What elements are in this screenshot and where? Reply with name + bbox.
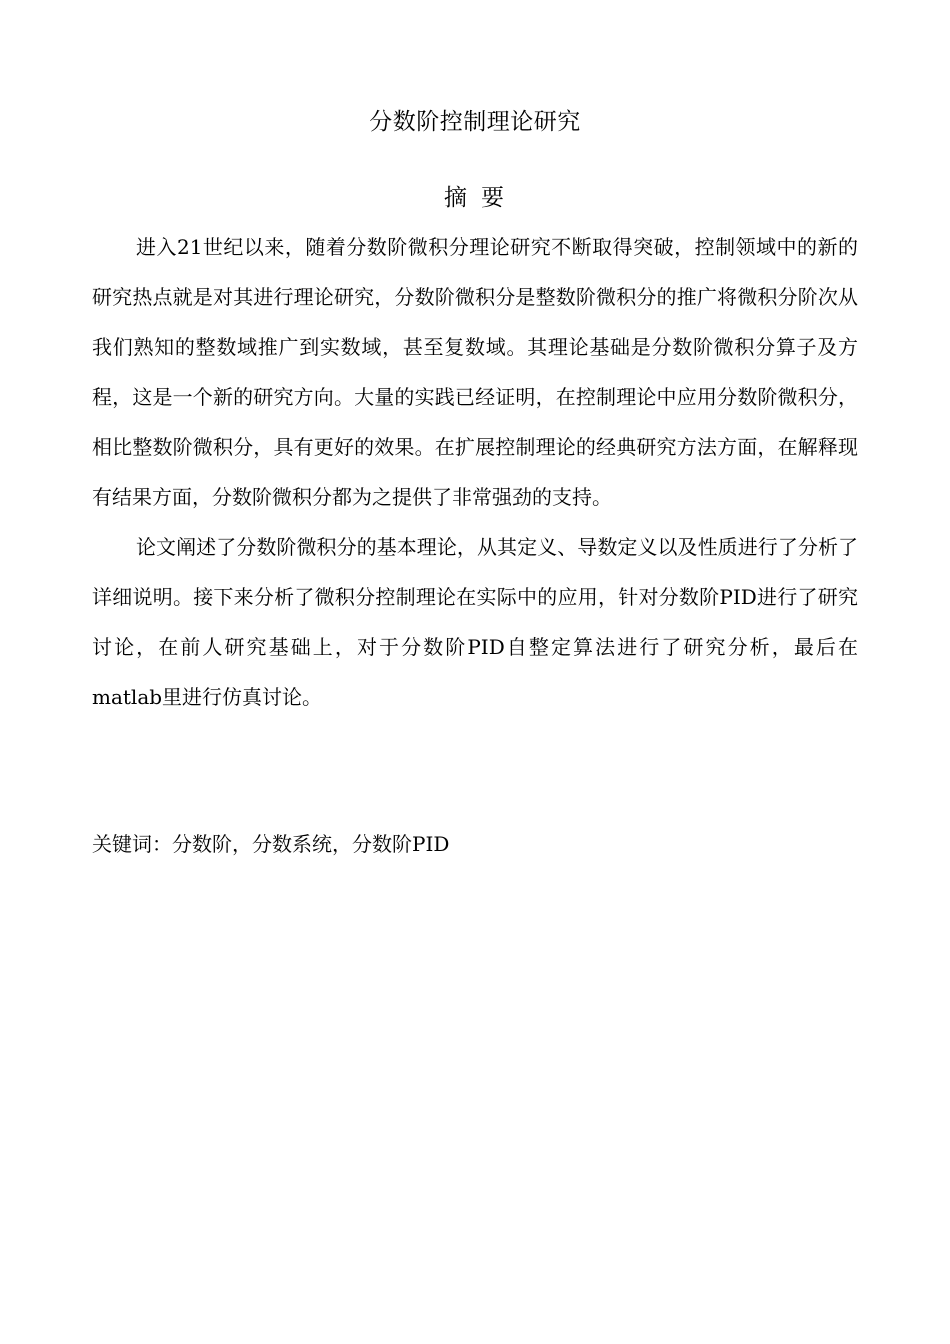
abstract-body — [92, 222, 858, 722]
abstract-paragraph-2: 论文阐述了分数阶微积分的基本理论，从其定义、导数定义以及性质进行了分析了详细说明。接下来分析了微积分控制理论在实际中的应用，针对分数阶PID进行了研究讨论，在前人研究基础上，对于分数阶PID自整定算法进行了研究分析，最后在matlab里进行仿真讨论。 — [92, 535, 858, 709]
abstract-paragraph-1: 进入21世纪以来，随着分数阶微积分理论研究不断取得突破，控制领域中的新的研究热点就是对其进行理论研究，分数阶微积分是整数阶微积分的推广将微积分阶次从我们熟知的整数域推广到实数域，甚至复数域。其理论基础是分数阶微积分算子及方程，这是一个新的研究方向。大量的实践已经证明，在控制理论中应用分数阶微积分，相比整数阶微积分，具有更好的效果。在扩展控制理论的经典研究方法方面，在解释现有结果方面，分数阶微积分都为之提供了非常强劲的支持。 — [92, 235, 858, 509]
abstract-heading: 摘要 — [444, 185, 518, 211]
keywords-label: 关键词： — [92, 832, 172, 856]
keywords-value: 分数阶，分数系统，分数阶PID — [172, 832, 450, 856]
document-title: 分数阶控制理论研究 — [369, 109, 581, 135]
keywords-line — [92, 819, 858, 869]
